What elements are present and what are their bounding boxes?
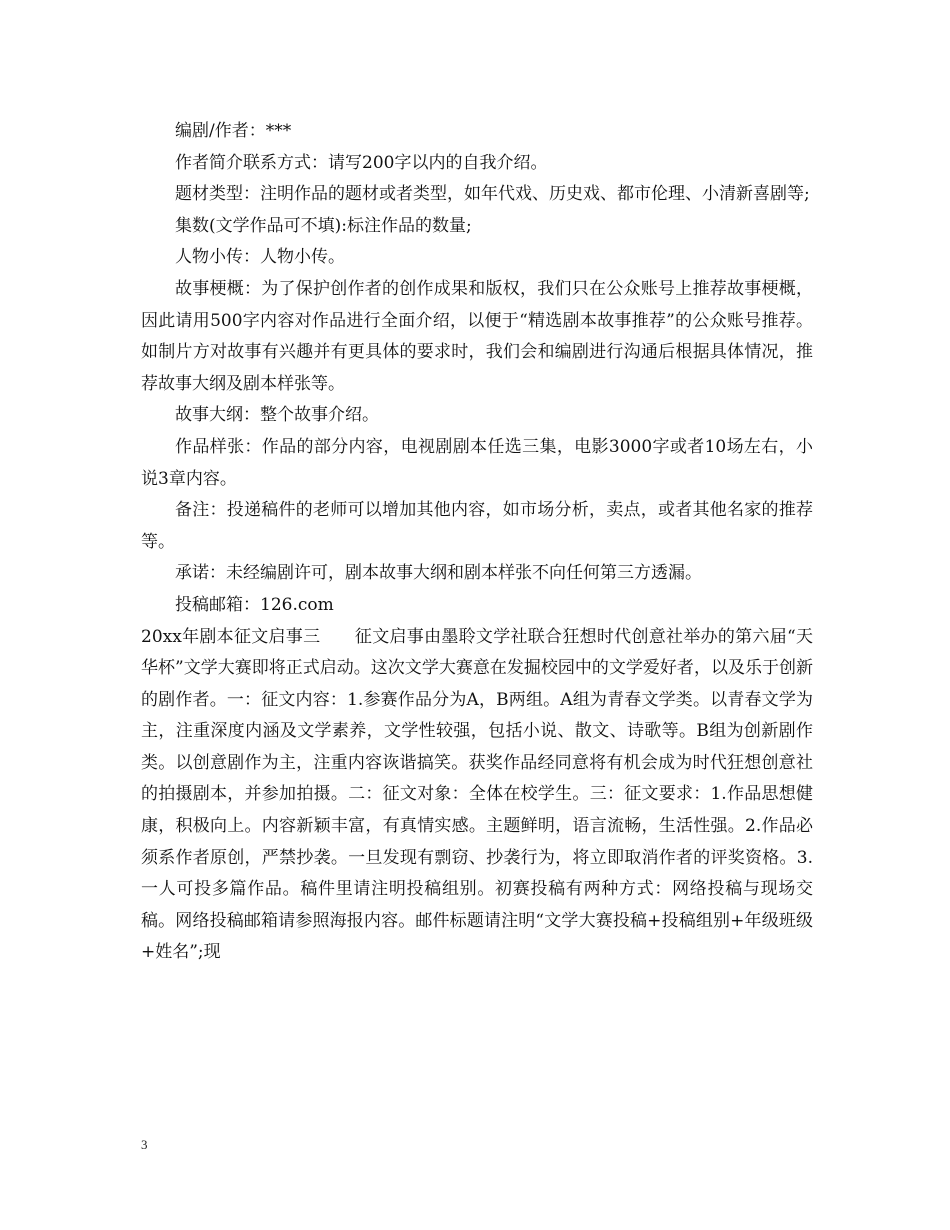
paragraph-contest-notice: 20xx年剧本征文启事三 征文启事由墨聆文学社联合狂想时代创意社举办的第六届“天华杯”文学大赛即将正式启动。这次文学大赛意在发掘校园中的文学爱好者，以及乐于创新的剧作者。一：征文内容：1.参赛作品分为A，B两组。A组为青春文学类。以青春文学为主，注重深度内涵及文学素养，文学性较强，包括小说、散文、诗歌等。B组为创新剧作类。以创意剧作为主，注重内容诙谐搞笑。获奖作品经同意将有机会成为时代狂想创意社的拍摄剧本，并参加拍摄。二：征文对象：全体在校学生。三：征文要求：1.作品思想健康，积极向上。内容新颖丰富，有真情实感。主题鲜明，语言流畅，生活性强。2.作品必须系作者原创，严禁抄袭。一旦发现有剽窃、抄袭行为，将立即取消作者的评奖资格。3.一人可投多篇作品。稿件里请注明投稿组别。初赛投稿有两种方式：网络投稿与现场交稿。网络投稿邮箱请参照海报内容。邮件标题请注明“文学大赛投稿+投稿组别+年级班级+姓名”;现 xyxy=(141,626,813,963)
paragraph-notes: 备注：投递稿件的老师可以增加其他内容，如市场分析，卖点，或者其他名家的推荐等。 xyxy=(141,500,813,552)
paragraph-episodes: 集数(文学作品可不填):标注作品的数量; xyxy=(175,215,472,236)
paragraph-characters: 人物小传：人物小传。 xyxy=(175,247,345,268)
page-number: 3 xyxy=(141,1137,148,1152)
paragraph-email: 投稿邮箱：126.com xyxy=(175,594,334,615)
paragraph-outline: 故事大纲：整个故事介绍。 xyxy=(175,405,379,426)
paragraph-synopsis: 故事梗概：为了保护创作者的创作成果和版权，我们只在公众账号上推荐故事梗概，因此请用500字内容对作品进行全面介绍，以便于“精选剧本故事推荐”的公众账号推荐。如制片方对故事有兴趣并有更具体的要求时，我们会和编剧进行沟通后根据具体情况，推荐故事大纲及剧本样张等。 xyxy=(141,278,813,394)
paragraph-promise: 承诺：未经编剧许可，剧本故事大纲和剧本样张不向任何第三方透漏。 xyxy=(175,563,702,584)
paragraph-author-bio: 作者简介联系方式：请写200字以内的自我介绍。 xyxy=(175,152,548,173)
document-body xyxy=(141,116,813,969)
paragraph-genre: 题材类型：注明作品的题材或者类型，如年代戏、历史戏、都市伦理、小清新喜剧等; xyxy=(175,184,810,205)
paragraph-author: 编剧/作者：*** xyxy=(175,121,292,141)
paragraph-sample: 作品样张：作品的部分内容，电视剧剧本任选三集，电影3000字或者10场左右，小说3章内容。 xyxy=(141,436,813,489)
